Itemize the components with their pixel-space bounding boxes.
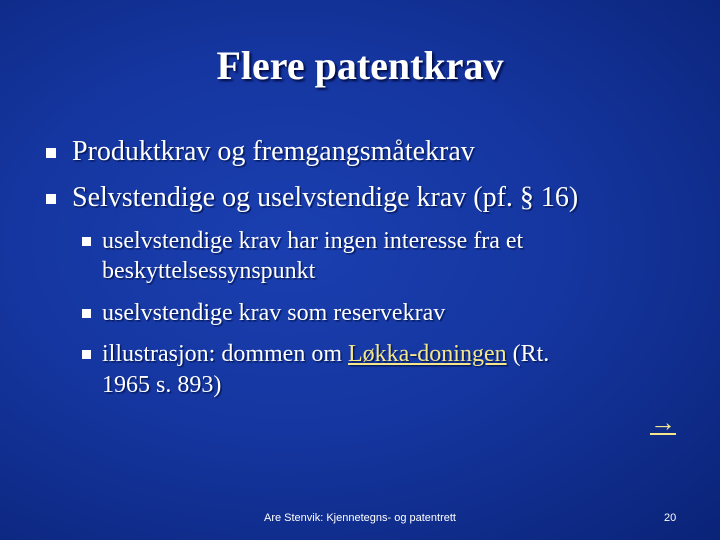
sub-bullet-text: uselvstendige krav som reservekrav bbox=[102, 300, 446, 326]
footer-text: Are Stenvik: Kjennetegns- og patentrett bbox=[263, 512, 456, 524]
sub-bullet-suffix: (Rt. bbox=[506, 341, 550, 367]
square-bullet-icon bbox=[82, 309, 91, 318]
sub-bullet-text: beskyttelsessynspunkt bbox=[102, 258, 316, 284]
bullet-text: Selvstendige og uselvstendige krav (pf. § 16) bbox=[72, 182, 579, 213]
page-number: 20 bbox=[664, 512, 677, 524]
lokka-doningen-link[interactable]: Løkka-doningen bbox=[348, 341, 507, 367]
square-bullet-icon bbox=[46, 194, 56, 204]
sub-bullet-text: uselvstendige krav har ingen interesse fra et bbox=[102, 228, 524, 254]
bullet-text: Produktkrav og fremgangsmåtekrav bbox=[72, 136, 475, 167]
square-bullet-icon bbox=[46, 148, 56, 158]
sub-bullet-text bbox=[102, 339, 549, 369]
square-bullet-icon bbox=[82, 350, 91, 359]
sub-bullet-prefix: illustrasjon: dommen om bbox=[102, 341, 348, 367]
sub-bullet-text: 1965 s. 893) bbox=[102, 372, 222, 398]
next-arrow-link[interactable]: → bbox=[650, 408, 676, 437]
square-bullet-icon bbox=[82, 237, 91, 246]
slide-title: Flere patentkrav bbox=[216, 43, 504, 88]
